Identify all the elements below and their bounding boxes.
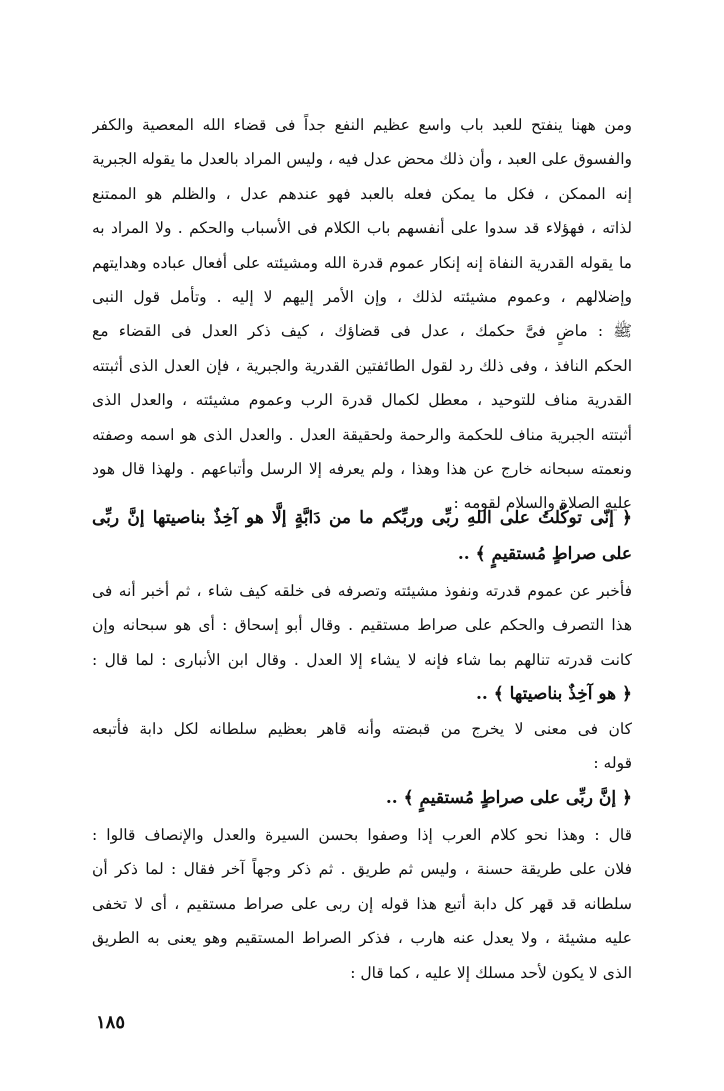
text-line: ومن ههنا ينفتح للعبد باب واسع عظيم النفع جداً فى قضاء الله المعصية والكفر: [92, 116, 632, 134]
text-line: قال : وهذا نحو كلام العرب إذا وصفوا بحسن السيرة والعدل والإنصاف قالوا :: [92, 826, 632, 844]
text-line: فأخبر عن عموم قدرته ونفوذ مشيئته وتصرفه فى خلقه كيف شاء ، ثم أخبر أنه فى: [92, 582, 632, 600]
text-line: القدرية مناف للتوحيد ، معطل لكمال قدرة الرب وعموم مشيئته ، والعدل الذى: [92, 391, 632, 410]
quran-quote-3: ﴿ إنَّ ربِّى على صراطٍ مُستقيمٍ ﴾ ..: [385, 788, 632, 808]
text-line: إنه الممكن ، فكل ما يمكن فعله بالعبد فهو عندهم عدل ، والظلم هو الممتنع: [92, 184, 632, 203]
text-line: ﷺ : ماضٍ فىَّ حكمك ، عدل فى قضاؤك ، كيف ذكر العدل فى القضاء مع: [92, 322, 632, 341]
text-line: الحكم النافذ ، وفى ذلك رد لقول الطائفتين القدرية والجبرية ، فإن العدل الذى أثبتته: [92, 356, 632, 375]
text-line: كانت قدرته تنالهم بما شاء فإنه لا يشاء إلا العدل . وقال ابن الأنبارى : لما قال :: [92, 650, 632, 669]
text-line: أثبتته الجبرية مناف للحكمة والرحمة ولحقيقة العدل . والعدل الذى هو اسمه وصفته: [92, 425, 632, 444]
quran-quote-2: ﴿ هو آخِذٌ بناصيتها ﴾ ..: [475, 684, 632, 704]
paragraph-4: [92, 818, 632, 990]
page-number: ١٨٥: [96, 1012, 126, 1033]
text-line: قوله :: [593, 754, 632, 773]
quran-quote-1-line-2: على صراطٍ مُستقيمٍ ﴾ ..: [457, 544, 632, 564]
text-line: لذاته ، فهؤلاء قد سدوا على أنفسهم باب الكلام فى الأسباب والحكم . ولا المراد به: [92, 219, 632, 238]
text-line: ونعمته سبحانه خارج عن هذا وهذا ، ولم يعرفه إلا الرسل وأتباعهم . ولهذا قال هود: [92, 459, 632, 478]
paragraph-3: [92, 712, 632, 781]
quran-quote-1-line-1: ﴿ إنّى توكّلتُ على اللهِ ربِّى وربِّكم ما من دَابَّةٍ إلَّا هو آخِذٌ بناصيتها إنَّ ربِّى: [92, 508, 632, 528]
text-line: ما يقوله القدرية النفاة إنه إنكار عموم قدرة الله ومشيئته على أفعال عباده وهدايتهم: [92, 253, 632, 272]
text-line: عليه مشيئة ، ولا يعدل عنه هارب ، فذكر الصراط المستقيم وهو يعنى به الطريق: [92, 929, 632, 948]
paragraph-2: [92, 574, 632, 677]
text-line: هذا التصرف والحكم على صراط مستقيم . وقال أبو إسحاق : أى هو سبحانه وإن: [92, 616, 632, 635]
text-line: والفسوق على العبد ، وأن ذلك محض عدل فيه ، وليس المراد بالعدل ما يقوله الجبرية: [92, 150, 632, 169]
text-line: فلان على طريقة حسنة ، وليس ثم طريق . ثم ذكر وجهاً آخر فقال : لما ذكر أن: [92, 860, 632, 879]
text-line: الذى لا يكون لأحد مسلك إلا عليه ، كما قال :: [350, 963, 632, 982]
text-line: وإضلالهم ، وعموم مشيئته لذلك ، وإن الأمر إليهم لا إليه . وتأمل قول النبى: [92, 287, 632, 306]
text-line: كان فى معنى لا يخرج من قبضته وأنه قاهر بعظيم سلطانه لكل دابة فأتبعه: [92, 720, 632, 738]
text-line: سلطانه قد قهر كل دابة أتبع هذا قوله إن ربى على صراط مستقيم ، أى لا تخفى: [92, 894, 632, 913]
text-line: عليه الصلاة والسلام لقومه :: [453, 494, 632, 513]
paragraph-1: [92, 108, 632, 521]
